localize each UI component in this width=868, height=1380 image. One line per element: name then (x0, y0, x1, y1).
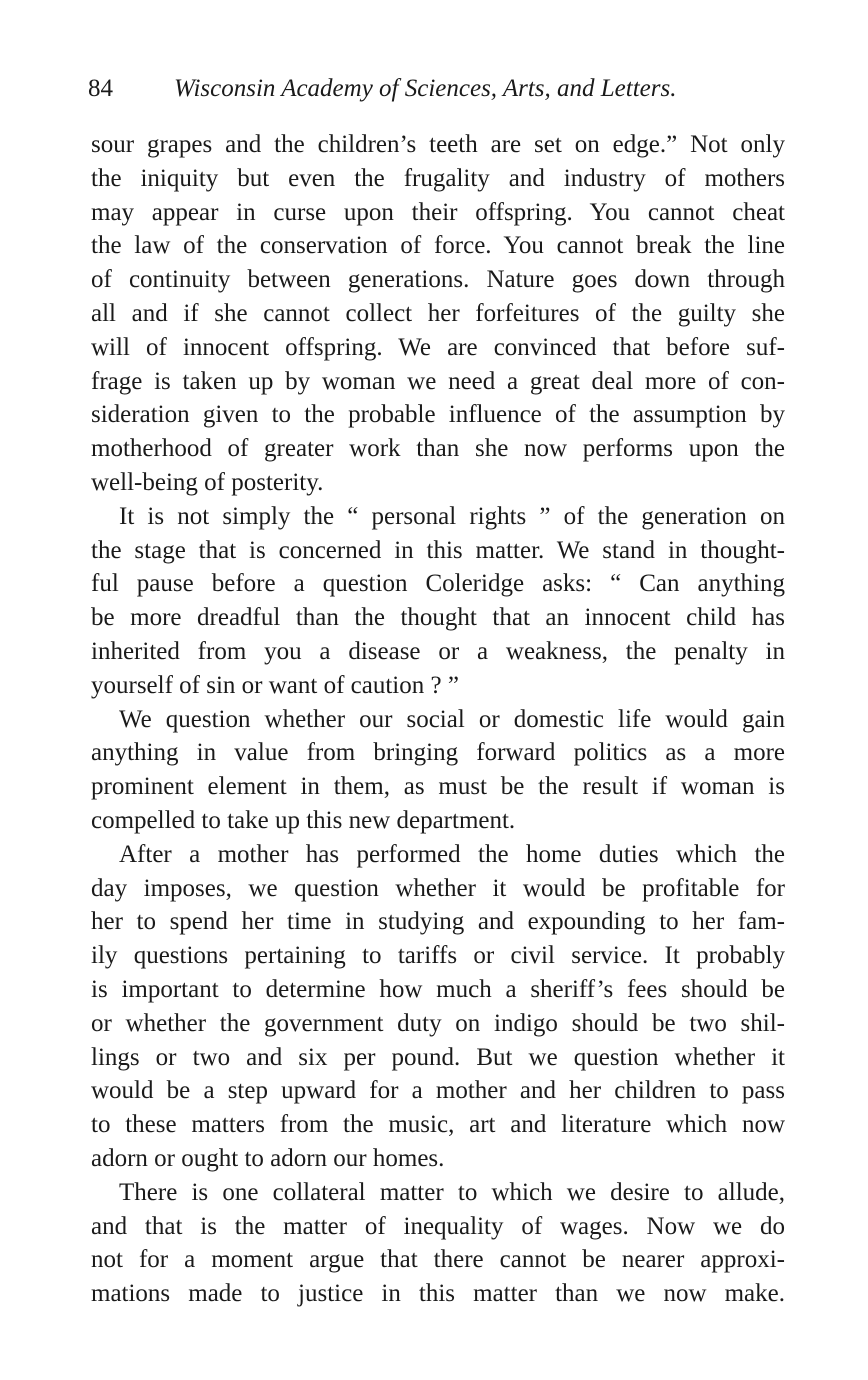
text-line: to these matters from the music, art and literature which now (91, 1111, 785, 1139)
text-line: the law of the conservation of force. You cannot break the line (91, 232, 785, 260)
text-line: sideration given to the probable influence of the assumption by (91, 401, 785, 429)
text-line: of continuity between generations. Nature goes down through (91, 266, 785, 294)
paragraph-end-line: adorn or ought to adorn our homes. (91, 1144, 445, 1172)
text-line: frage is taken up by woman we need a great deal more of con- (91, 367, 785, 395)
text-line: be more dreadful than the thought that an innocent child has (91, 604, 785, 632)
text-line: all and if she cannot collect her forfeitures of the guilty she (91, 299, 785, 327)
text-line: motherhood of greater work than she now performs upon the (91, 435, 785, 463)
page-number: 84 (88, 75, 113, 102)
text-line: the iniquity but even the frugality and industry of mothers (91, 164, 785, 192)
body-text (91, 128, 785, 1311)
text-line: may appear in curse upon their offspring. You cannot cheat (91, 198, 785, 226)
text-line: or whether the government duty on indigo should be two shil- (91, 1009, 785, 1037)
text-line: her to spend her time in studying and expounding to her fam- (91, 908, 785, 936)
running-title: Wisconsin Academy of Sciences, Arts, and Letters. (174, 75, 677, 102)
page-header (88, 72, 788, 106)
paragraph-start-line: We question whether our social or domestic life would gain (119, 705, 785, 733)
text-line: is important to determine how much a sheriff’s fees should be (91, 975, 785, 1003)
paragraph-start-line: After a mother has performed the home duties which the (119, 840, 785, 868)
text-line: inherited from you a disease or a weakness, the penalty in (91, 637, 785, 665)
paragraph-end-line: well-being of posterity. (91, 468, 324, 496)
text-line: the stage that is concerned in this matter. We stand in thought- (91, 536, 785, 564)
paragraph-end-line: yourself of sin or want of caution ? ” (91, 671, 459, 699)
paragraph-start-line: There is one collateral matter to which we desire to allude, (119, 1178, 785, 1206)
text-line: prominent element in them, as must be the result if woman is (91, 773, 785, 801)
text-line: would be a step upward for a mother and her children to pass (91, 1077, 785, 1105)
text-line: will of innocent offspring. We are convinced that before suf- (91, 333, 785, 361)
text-line: and that is the matter of inequality of wages. Now we do (91, 1212, 785, 1240)
text-line: lings or two and six per pound. But we question whether it (91, 1043, 785, 1071)
text-line: anything in value from bringing forward politics as a more (91, 739, 785, 767)
paragraph-end-line: compelled to take up this new department. (91, 806, 516, 834)
paragraph-start-line: It is not simply the “ personal rights ” of the generation on (119, 502, 785, 530)
text-line: day imposes, we question whether it would be profitable for (91, 874, 785, 902)
text-line: not for a moment argue that there cannot be nearer approxi- (91, 1246, 785, 1274)
text-line: ily questions pertaining to tariffs or civil service. It probably (91, 942, 785, 970)
text-line: mations made to justice in this matter than we now make. (91, 1280, 785, 1308)
text-line: ful pause before a question Coleridge asks: “ Can anything (91, 570, 785, 598)
text-line: sour grapes and the children’s teeth are set on edge.” Not only (91, 131, 785, 158)
